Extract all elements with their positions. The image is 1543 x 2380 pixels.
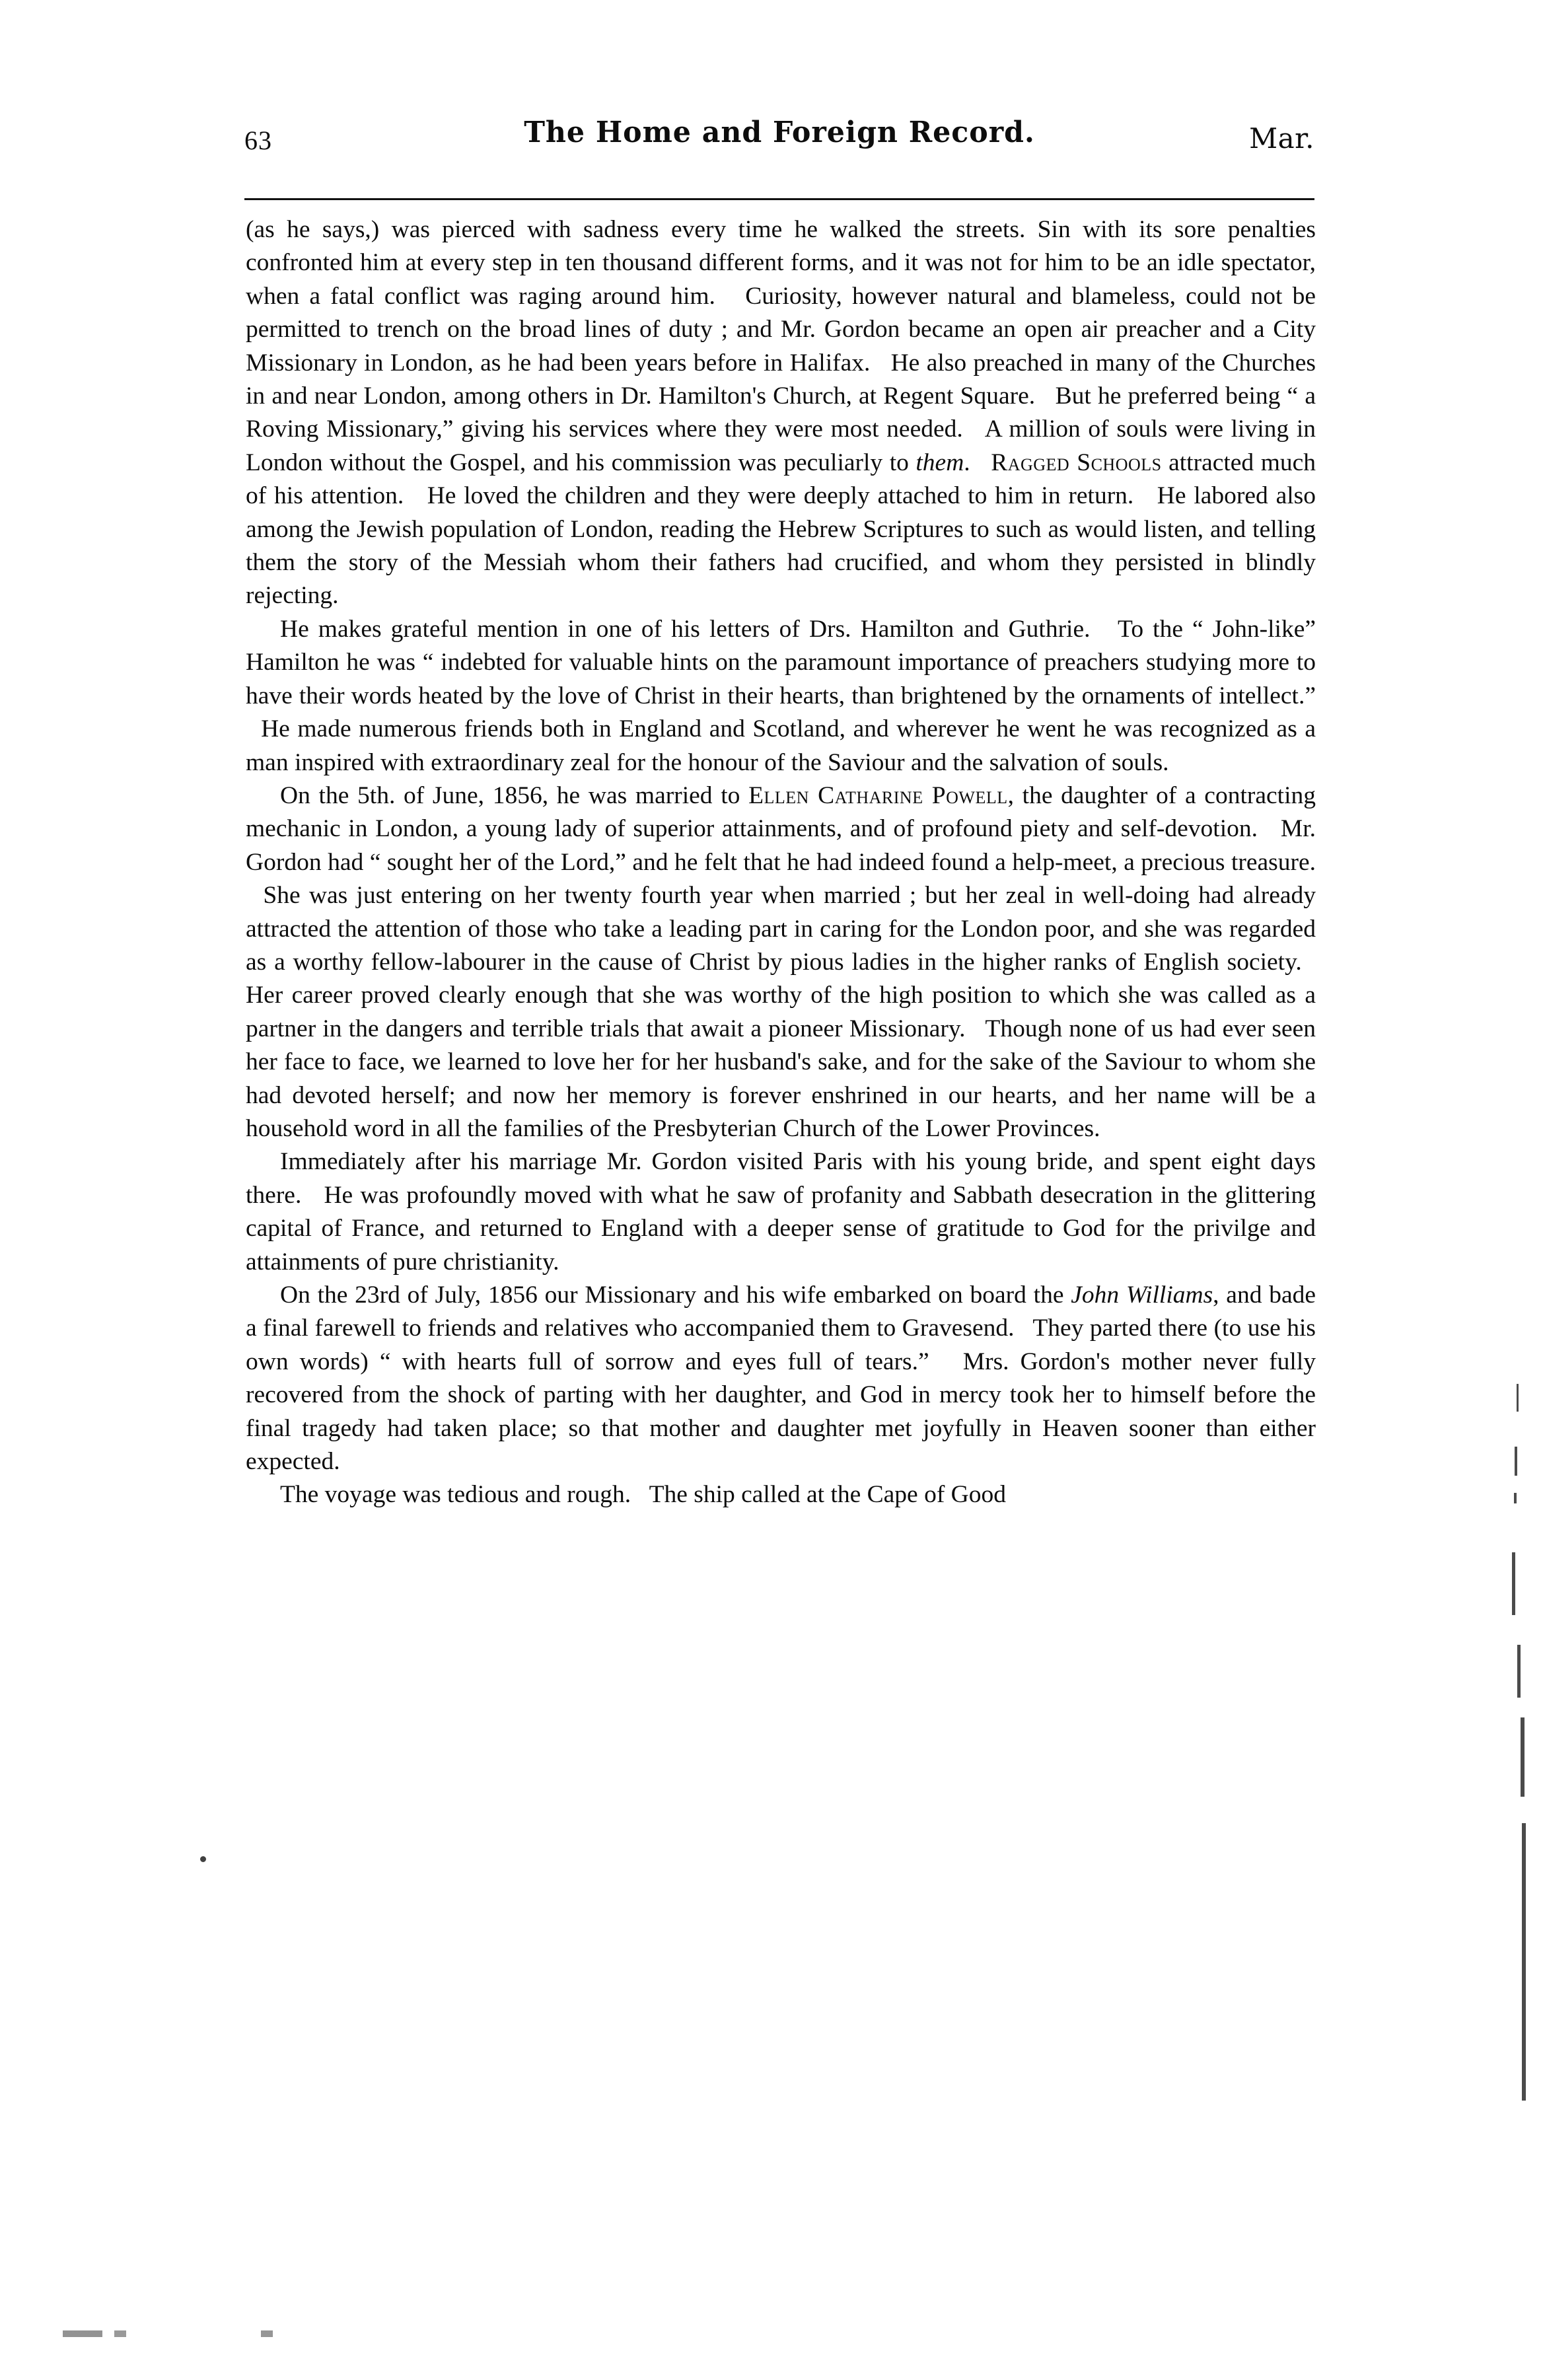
running-head [244,116,1314,162]
paragraph-5: On the 23rd of July, 1856 our Missionary and his wife embarked on board the John Williams, and bade a final farewell to friends and relatives who accompanied them to Gravesend. They parted there (to use his own words) “ with hearts full of sorrow and eyes full of tears.” Mrs. Gordon's mother never fully recovered from the shock of parting with her daughter, and God in mercy took her to himself before the final tragedy had taken place; so that mother and daughter met joyfully in Heaven sooner than either expected. [246,1281,1316,1476]
page-number: 63 [244,126,272,155]
paragraph-4: Immediately after his marriage Mr. Gordon visited Paris with his young bride, and spent eight days there. He was profoundly moved with what he saw of profanity and Sabbath desecration in the glittering capital of France, and returned to England with a deeper sense of gratitude to God for the privilge and attainments of pure christianity. [246,1148,1316,1276]
scan-artifact-mark [1512,1552,1515,1615]
paragraph-1: (as he says,) was pierced with sadness every time he walked the streets. Sin with its sore penalties confronted him at every step in ten thousand different forms, and it was not for him to be an idle spectator, when a fatal conflict was raging around him. Curiosity, however natural and blameless, could not be permitted to trench on the broad lines of duty ; and Mr. Gordon became an open air preacher and a City Missionary in London, as he had been years before in Halifax. He also preached in many of the Churches in and near London, among others in Dr. Hamilton's Church, at Regent Square. But he preferred being “ a Roving Missionary,” giving his services where they were most needed. A million of souls were living in London without the Gospel, and his commission was peculiarly to them. Ragged Schools attracted much of his attention. He loved the children and they were deeply attached to him in return. He labored also among the Jewish population of London, reading the Hebrew Scriptures to such as would listen, and telling them the story of the Messiah whom their fathers had crucified, and whom they persisted in blindly rejecting. [246,216,1316,610]
journal-title: The Home and Foreign Record. [524,116,1035,149]
scan-artifact-mark [1517,1645,1521,1698]
scan-artifact-mark [1521,1717,1525,1797]
scan-artifact-mark [1522,1823,1526,2101]
smallcaps-ellen-catharine-powell: Ellen Catharine Powell [748,781,1008,809]
smallcaps-ragged-schools: Ragged Schools [991,449,1162,476]
paragraph-2: He makes grateful mention in one of his letters of Drs. Hamilton and Guthrie. To the “ John-like” Hamilton he was “ indebted for valuable hints on the paramount importance of preachers studying more to have their words heated by the love of Christ in their hearts, than brightened by the ornaments of intellect.” He made numerous friends both in England and Scotland, and wherever he went he was recognized as a man inspired with extraordinary zeal for the honour of the Saviour and the salvation of souls. [246,615,1316,776]
scan-artifact-mark [1517,1384,1519,1412]
scan-artifact-smudge [63,2330,433,2337]
italic-ship-name: John Williams [1071,1281,1213,1309]
scan-artifact-dot [200,1856,206,1862]
scan-artifact-mark [1514,1493,1517,1503]
paragraph-6: The voyage was tedious and rough. The ship called at the Cape of Good [280,1481,1007,1509]
scan-artifact-mark [1515,1447,1517,1476]
header-rule [244,198,1314,200]
body-text-column [246,213,1316,1512]
paragraph-3: On the 5th. of June, 1856, he was married to Ellen Catharine Powell, the daughter of a contracting mechanic in London, a young lady of superior attainments, and of profound piety and self-devotion. Mr. Gordon had “ sought her of the Lord,” and he felt that he had indeed found a help-meet, a precious treasure. She was just entering on her twenty fourth year when married ; but her zeal in well-doing had already attracted the attention of those who take a leading part in caring for the London poor, and she was regarded as a worthy fellow-labourer in the cause of Christ by pious ladies in the higher ranks of English society. Her career proved clearly enough that she was worthy of the high position to which she was called as a partner in the dangers and terrible trials that await a pioneer Missionary. Though none of us had ever seen her face to face, we learned to love her for her husband's sake, and for the sake of the Saviour to whom she had devoted herself; and now her memory is forever enshrined in our hearts, and her name will be a household word in all the families of the Presbyterian Church of the Lower Provinces. [246,781,1316,1142]
issue-month: Mar. [1249,122,1314,155]
italic-them: them [915,449,964,476]
